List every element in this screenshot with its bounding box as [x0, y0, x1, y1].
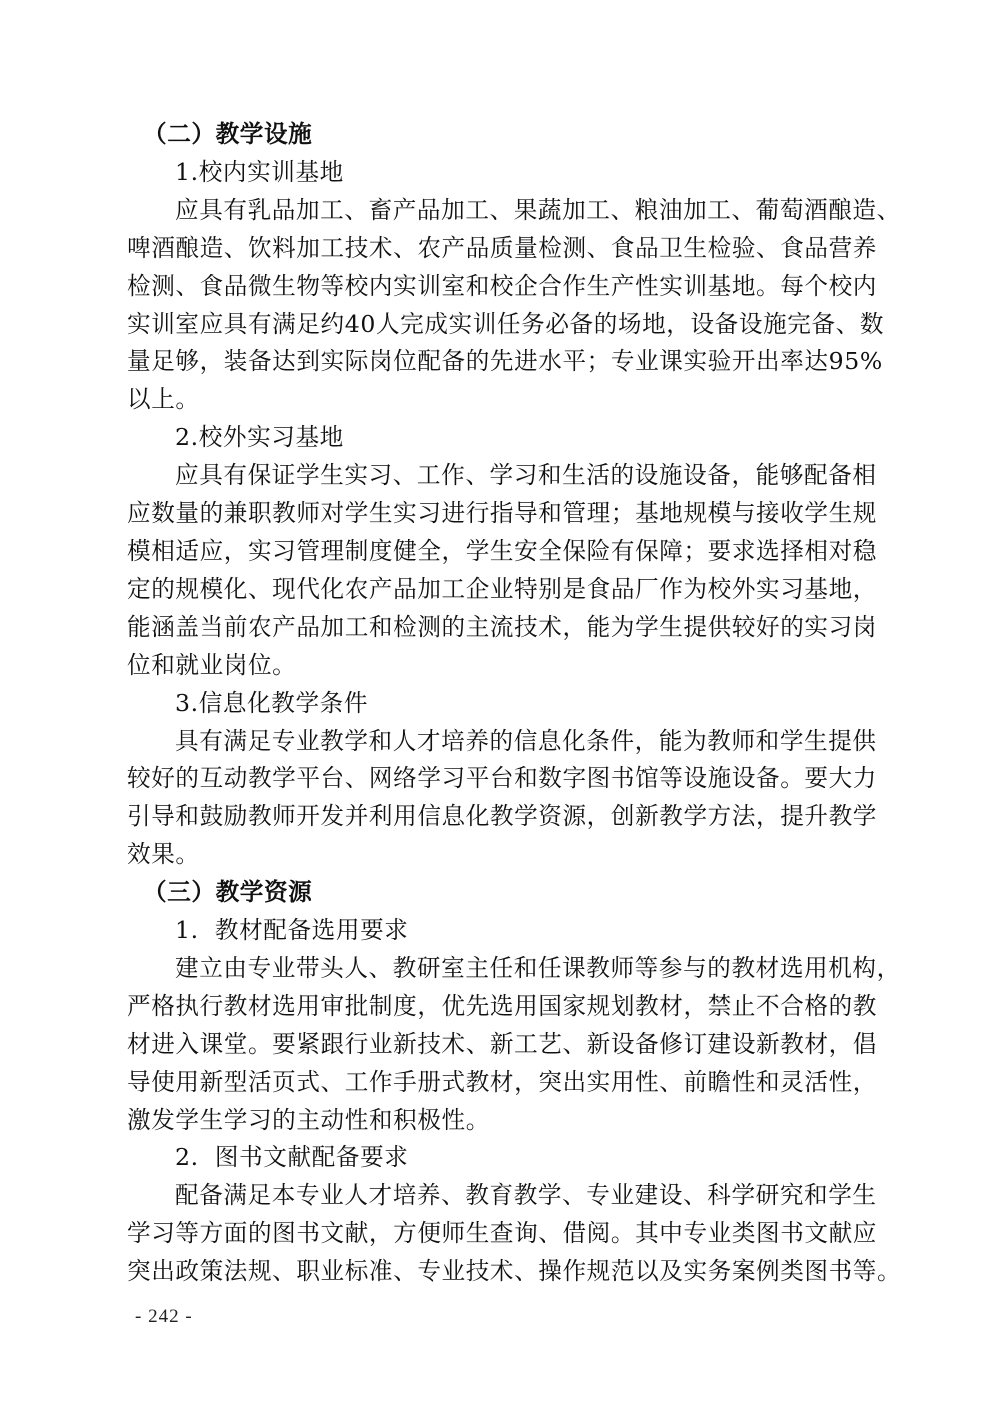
paragraph-line: 应具有保证学生实习、工作、学习和生活的设施设备，能够配备相 — [175, 461, 877, 490]
paragraph-line: 啤酒酿造、饮料加工技术、农产品质量检测、食品卫生检验、食品营养 — [127, 233, 878, 262]
section-heading-facilities: （二）教学设施 — [143, 120, 313, 148]
paragraph-line: 严格执行教材选用审批制度，优先选用国家规划教材，禁止不合格的教 — [127, 991, 878, 1020]
paragraph-offsite-internship — [127, 457, 878, 684]
paragraph-line: 建立由专业带头人、教研室主任和任课教师等参与的教材选用机构， — [175, 953, 901, 982]
paragraph-line: 学习等方面的图书文献，方便师生查询、借阅。其中专业类图书文献应 — [127, 1219, 878, 1248]
paragraph-line: 量足够，装备达到实际岗位配备的先进水平；专业课实验开出率达95% — [127, 347, 883, 376]
paragraph-line: 能涵盖当前农产品加工和检测的主流技术，能为学生提供较好的实习岗 — [127, 612, 878, 641]
paragraph-it-conditions — [127, 723, 878, 875]
paragraph-line: 位和就业岗位。 — [127, 650, 297, 679]
paragraph-line: 具有满足专业教学和人才培养的信息化条件，能为教师和学生提供 — [175, 726, 877, 755]
paragraph-line: 配备满足本专业人才培养、教育教学、专业建设、科学研究和学生 — [175, 1181, 877, 1210]
paragraph-line: 激发学生学习的主动性和积极性。 — [127, 1105, 490, 1134]
paragraph-textbooks — [127, 950, 901, 1140]
paragraph-line: 应数量的兼职教师对学生实习进行指导和管理；基地规模与接收学生规 — [127, 499, 878, 528]
section-heading-resources: （三）教学资源 — [143, 878, 313, 907]
paragraph-line: 材进入课堂。要紧跟行业新技术、新工艺、新设备修订建设新教材，倡 — [127, 1029, 878, 1058]
document-body — [127, 116, 902, 1291]
subsection-title-offsite-internship: 2.校外实习基地 — [175, 423, 344, 452]
paragraph-line: 引导和鼓励教师开发并利用信息化教学资源，创新教学方法，提升教学 — [127, 802, 878, 831]
subsection-title-onsite-training: 1.校内实训基地 — [175, 157, 344, 186]
page-number: - 242 - — [135, 1306, 193, 1327]
paragraph-line: 效果。 — [127, 840, 200, 869]
paragraph-library — [127, 1177, 902, 1291]
paragraph-onsite-training — [127, 192, 901, 419]
paragraph-line: 实训室应具有满足约40人完成实训任务必备的场地，设备设施完备、数 — [127, 309, 885, 338]
paragraph-line: 导使用新型活页式、工作手册式教材，突出实用性、前瞻性和灵活性， — [127, 1067, 878, 1096]
paragraph-line: 应具有乳品加工、畜产品加工、果蔬加工、粮油加工、葡萄酒酿造、 — [175, 195, 901, 224]
paragraph-line: 突出政策法规、职业标准、专业技术、操作规范以及实务案例类图书等。 — [127, 1257, 902, 1286]
paragraph-line: 检测、食品微生物等校内实训室和校企合作生产性实训基地。每个校内 — [127, 271, 878, 300]
paragraph-line: 模相适应，实习管理制度健全，学生安全保险有保障；要求选择相对稳 — [127, 536, 878, 565]
paragraph-line: 以上。 — [127, 385, 200, 414]
paragraph-line: 定的规模化、现代化农产品加工企业特别是食品厂作为校外实习基地， — [127, 574, 878, 603]
subsection-title-library: 2. 图书文献配备要求 — [175, 1143, 409, 1172]
paragraph-line: 较好的互动教学平台、网络学习平台和数字图书馆等设施设备。要大力 — [127, 764, 878, 793]
subsection-title-it-conditions: 3.信息化教学条件 — [175, 688, 369, 717]
subsection-title-textbooks: 1. 教材配备选用要求 — [175, 916, 409, 945]
